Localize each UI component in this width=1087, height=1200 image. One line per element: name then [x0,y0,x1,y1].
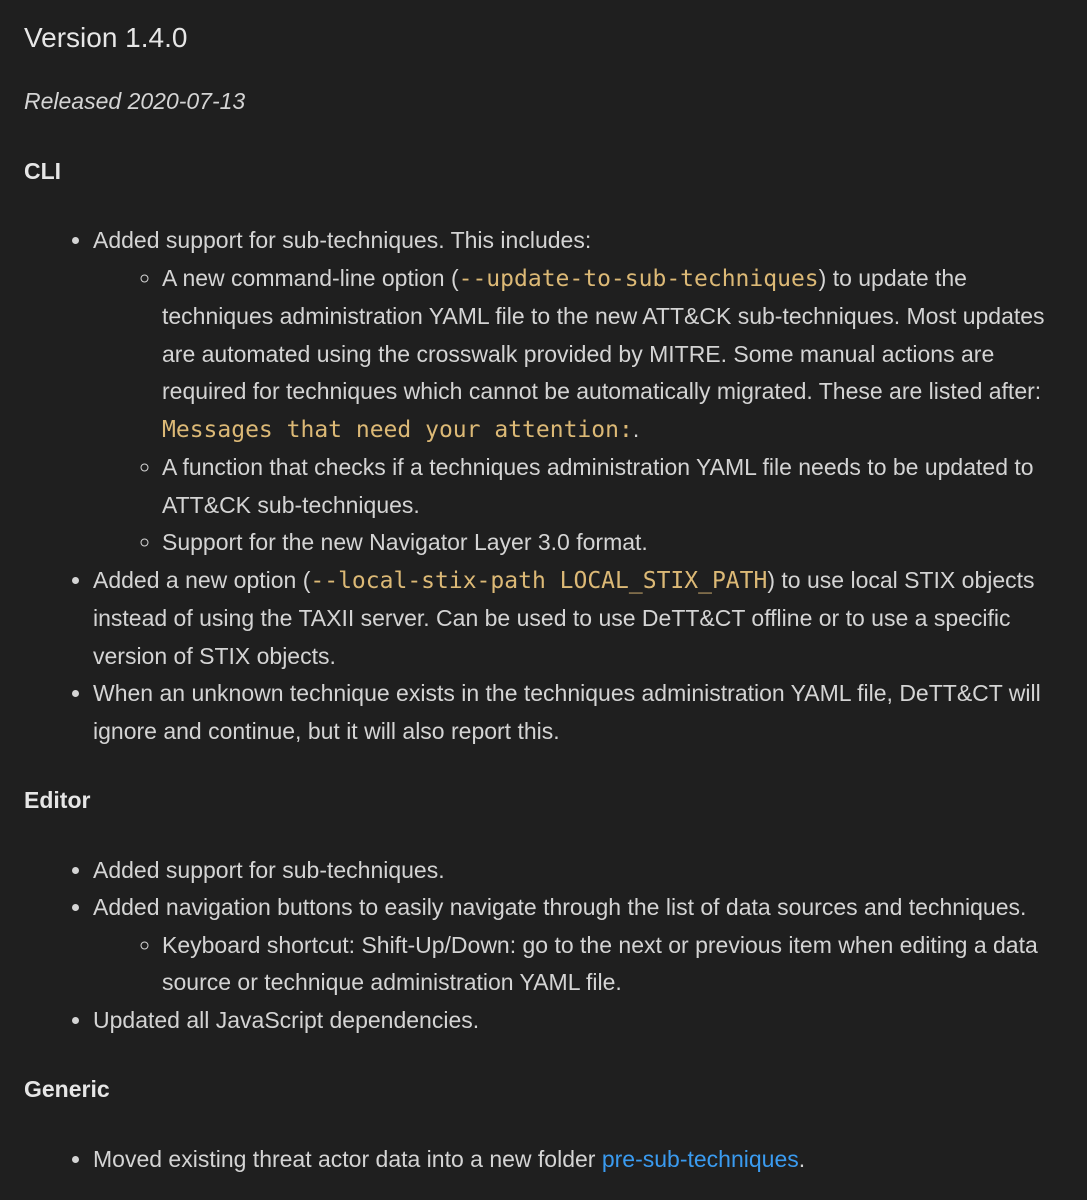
generic-item-pre: Moved existing threat actor data into a new folder [93,1145,602,1172]
generic-item-threat-actor [93,1141,1063,1179]
editor-list [24,852,1063,1040]
cli-list [24,222,1063,750]
generic-list [24,1141,1063,1179]
version-title: Version 1.4.0 [24,22,188,53]
cli-sub-item-update-post: . [632,415,640,442]
update-option-code: --update-to-sub-techniques [458,265,819,292]
cli-item-subtechniques [93,222,1063,562]
cli-item-unknown-technique: • When an unknown technique exists in the techniques administration YAML file, DeTT&CT will ignore and continue, but it will also report this. [93,675,1063,750]
cli-subtechniques-sublist [93,260,1063,562]
editor-item-navigation-text: Added navigation buttons to easily navigate through the list of data sources and techniques. [93,894,1027,920]
editor-navigation-sublist [93,927,1063,1002]
cli-item-local-stix [93,562,1063,676]
editor-item-dependencies: • Updated all JavaScript dependencies. [93,1002,1063,1040]
cli-sub-item-update-option [162,260,1063,450]
cli-item-subtechniques-text: Added support for sub-techniques. This includes: [93,227,592,253]
pre-sub-techniques-link[interactable]: pre-sub-techniques [601,1145,799,1172]
cli-sub-item-update-mid: ) to update the techniques administration YAML file to the new ATT&CK sub-techniques. Most updates are automated using the crosswalk provided by MITRE. Some manual actions are required for techniques which cannot be automatically migrated. These are listed after: [162,264,1045,404]
cli-sub-item-update-pre: A new command-line option ( [162,264,459,291]
editor-heading: Editor [24,787,91,813]
local-stix-option-code: --local-stix-path LOCAL_STIX_PATH [310,567,768,594]
cli-sub-item-navigator-layer: ◦ Support for the new Navigator Layer 3.0 format. [162,524,1063,562]
release-date: Released 2020-07-13 [24,88,246,114]
editor-sub-item-shortcut: ◦ Keyboard shortcut: Shift-Up/Down: go to the next or previous item when editing a data source or technique administration YAML file. [162,927,1063,1002]
editor-item-navigation [93,889,1063,1002]
cli-item-local-stix-pre: Added a new option ( [93,566,311,593]
editor-item-subtechniques: • Added support for sub-techniques. [93,852,1063,890]
generic-heading: Generic [24,1076,110,1102]
cli-heading: CLI [24,157,62,184]
cli-sub-item-check-function: ◦ A function that checks if a techniques administration YAML file needs to be updated to ATT&CK sub-techniques. [162,449,1063,524]
generic-item-post: . [798,1145,806,1172]
cli-item-local-stix-post: ) to use local STIX objects instead of using the TAXII server. Can be used to use DeTT&CT offline or to use a specific version of STIX objects. [93,566,1035,669]
attention-messages-code: Messages that need your attention: [162,416,633,443]
